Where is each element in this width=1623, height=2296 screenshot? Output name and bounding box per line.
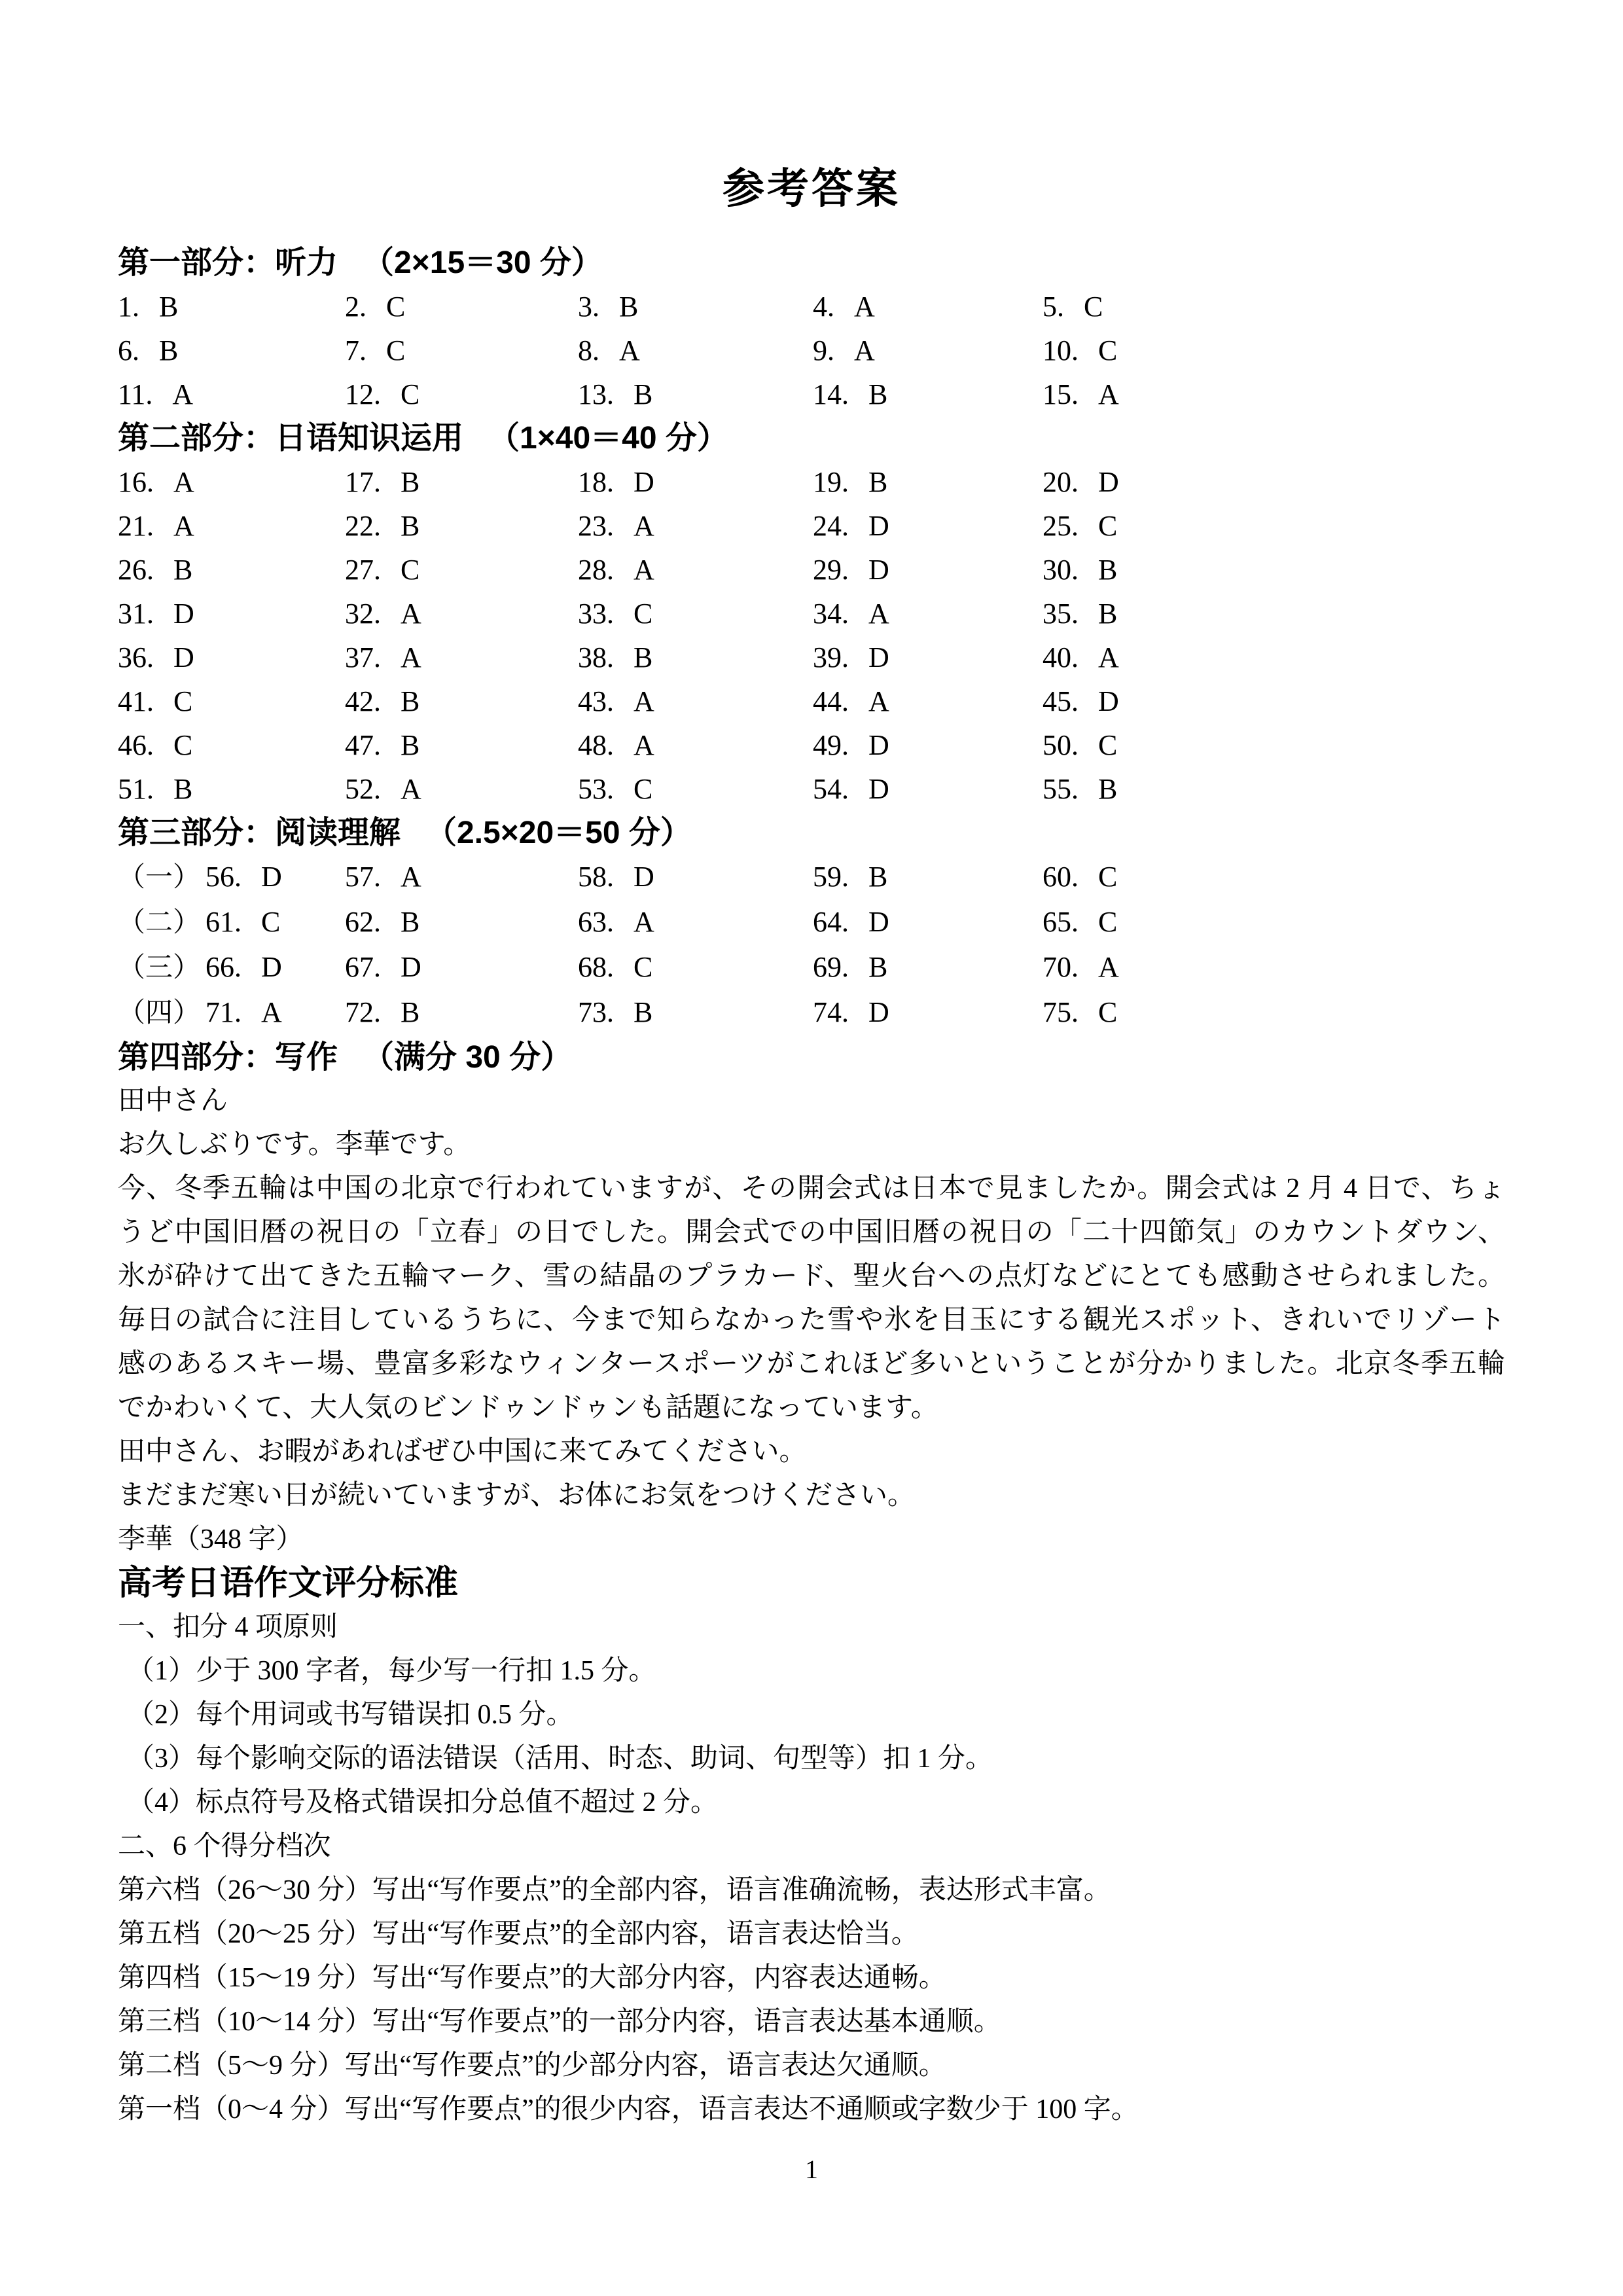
answer-letter: A (401, 861, 421, 893)
answer-letter: C (1098, 906, 1118, 938)
answer-letter: A (633, 554, 654, 586)
essay-line: まだまだ寒い日が続いていますが、お体にお気をつけください。 (118, 1480, 916, 1511)
answer-item (578, 679, 813, 723)
answer-item (1043, 679, 1505, 723)
answer-letter: D (261, 861, 282, 893)
answer-number: 33. (578, 598, 614, 630)
answer-item (118, 945, 345, 990)
answer-number: 16. (118, 466, 154, 498)
answer-item (813, 990, 1043, 1035)
answer-number: 30. (1043, 554, 1079, 586)
answer-number: 32. (345, 598, 381, 630)
answer-letter: A (173, 466, 194, 498)
answer-letter: B (868, 951, 888, 983)
essay (118, 1079, 1505, 1562)
answer-letter: B (1098, 773, 1118, 805)
answer-letter: A (261, 996, 282, 1028)
answer-item (578, 636, 813, 679)
answer-number: 17. (345, 466, 381, 498)
answer-number: 13. (578, 378, 614, 410)
answer-letter: B (173, 554, 193, 586)
part1-heading (118, 241, 1505, 285)
answer-number: 9. (813, 334, 834, 367)
answer-number: 54. (813, 773, 849, 805)
answer-number: 50. (1043, 729, 1079, 761)
part4-heading-text: 第四部分：写作 (118, 1040, 338, 1075)
answer-item (578, 285, 813, 329)
answer-item (1043, 945, 1505, 990)
answer-letter: C (1098, 334, 1118, 367)
answer-item (345, 460, 578, 504)
answer-number: 4. (813, 291, 834, 323)
answer-letter: C (261, 906, 281, 938)
answer-letter: A (633, 510, 654, 542)
answer-letter: D (633, 861, 654, 893)
answer-letter: B (633, 641, 653, 673)
answer-letter: A (633, 685, 654, 717)
answer-number: 26. (118, 554, 154, 586)
answer-item (118, 329, 345, 372)
answer-letter: D (868, 641, 889, 673)
answer-letter: A (1098, 951, 1119, 983)
answer-item (813, 504, 1043, 548)
answer-number: 15. (1043, 378, 1079, 410)
answer-letter: B (619, 291, 639, 323)
answer-letter: B (1098, 598, 1118, 630)
answer-item (578, 767, 813, 811)
part2-answer-grid (118, 460, 1505, 811)
answer-item (813, 767, 1043, 811)
answer-number: 27. (345, 554, 381, 586)
part4-score-note: （满分 30 分） (363, 1040, 573, 1075)
answer-item (118, 767, 345, 811)
answer-number: 43. (578, 685, 614, 717)
answer-item (578, 945, 813, 990)
answer-letter: A (401, 598, 421, 630)
answer-number: 74. (813, 996, 849, 1028)
answer-item (345, 900, 578, 945)
answer-letter: A (868, 685, 889, 717)
part1-heading-text: 第一部分：听力 (118, 245, 338, 280)
answer-letter: D (868, 773, 889, 805)
answer-letter: D (868, 729, 889, 761)
answer-number: 57. (345, 861, 381, 893)
page-title: 参考答案 (722, 165, 901, 212)
deduction-rule: （3）每个影响交际的语法错误（活用、时态、助词、句型等）扣 1 分。 (127, 1744, 993, 1774)
answer-number: 38. (578, 641, 614, 673)
answer-item (578, 592, 813, 636)
answer-letter: B (159, 291, 179, 323)
answer-number: 11. (118, 378, 153, 410)
part3-heading-text: 第三部分：阅读理解 (118, 816, 401, 850)
score-tier: 第五档（20～25 分）写出“写作要点”的全部内容，语言表达恰当。 (118, 1919, 919, 1949)
answer-number: 67. (345, 951, 381, 983)
group-prefix: （四） (118, 998, 201, 1028)
part2-heading-text: 第二部分：日语知识运用 (118, 421, 464, 456)
answer-item (118, 855, 345, 900)
answer-letter: C (1098, 729, 1118, 761)
answer-number: 34. (813, 598, 849, 630)
answer-item (345, 990, 578, 1035)
answer-item (1043, 548, 1505, 592)
part2-heading (118, 416, 1505, 460)
answer-letter: B (868, 861, 888, 893)
answer-letter: A (854, 334, 875, 367)
answer-letter: B (868, 466, 888, 498)
answer-number: 40. (1043, 641, 1079, 673)
essay-line: 李華（348 字） (118, 1524, 304, 1554)
answer-item (813, 855, 1043, 900)
answer-item (118, 504, 345, 548)
answer-letter: C (633, 951, 653, 983)
answer-letter: C (633, 598, 653, 630)
answer-number: 73. (578, 996, 614, 1028)
answer-item (345, 855, 578, 900)
answer-number: 21. (118, 510, 154, 542)
answer-item (578, 548, 813, 592)
answer-letter: B (401, 685, 420, 717)
answer-number: 12. (345, 378, 381, 410)
answer-item (578, 723, 813, 767)
answer-item (345, 723, 578, 767)
answer-letter: D (868, 906, 889, 938)
essay-line: 田中さん、お暇があればぜひ中国に来てみてください。 (118, 1437, 807, 1467)
answer-letter: D (1098, 685, 1119, 717)
answer-item (118, 460, 345, 504)
essay-line: うど中国旧暦の祝日の「立春」の日でした。開会式での中国旧暦の祝日の「二十四節気」のカウントダウン、 (118, 1217, 1505, 1247)
answer-letter: D (868, 510, 889, 542)
answer-item (813, 592, 1043, 636)
answer-item (578, 990, 813, 1035)
answer-number: 47. (345, 729, 381, 761)
answer-number: 20. (1043, 466, 1079, 498)
answer-number: 49. (813, 729, 849, 761)
answer-number: 19. (813, 466, 849, 498)
group-prefix: （二） (118, 908, 201, 938)
answer-number: 46. (118, 729, 154, 761)
answer-number: 23. (578, 510, 614, 542)
answer-letter: A (619, 334, 640, 367)
answer-letter: B (401, 906, 420, 938)
answer-number: 70. (1043, 951, 1079, 983)
answer-letter: D (401, 951, 421, 983)
answer-letter: C (1098, 510, 1118, 542)
essay-line: 氷が砕けて出てきた五輪マーク、雪の結晶のプラカード、聖火台への点灯などにとても感動させられました。 (118, 1261, 1505, 1291)
answer-number: 37. (345, 641, 381, 673)
answer-number: 31. (118, 598, 154, 630)
answer-number: 22. (345, 510, 381, 542)
answer-number: 41. (118, 685, 154, 717)
answer-item (813, 285, 1043, 329)
answer-number: 51. (118, 773, 154, 805)
answer-number: 5. (1043, 291, 1064, 323)
answer-item (345, 372, 578, 416)
answer-item (118, 723, 345, 767)
answer-letter: C (173, 729, 193, 761)
answer-number: 35. (1043, 598, 1079, 630)
score-tier: 第六档（26～30 分）写出“写作要点”的全部内容，语言准确流畅，表达形式丰富。 (118, 1875, 1111, 1905)
answer-number: 24. (813, 510, 849, 542)
answer-letter: A (1098, 378, 1119, 410)
answer-letter: A (401, 641, 421, 673)
answer-item (345, 767, 578, 811)
answer-number: 59. (813, 861, 849, 893)
answer-number: 65. (1043, 906, 1079, 938)
answer-item (1043, 636, 1505, 679)
answer-number: 62. (345, 906, 381, 938)
answer-number: 7. (345, 334, 366, 367)
answer-letter: C (1084, 291, 1103, 323)
answer-number: 60. (1043, 861, 1079, 893)
answer-item (1043, 592, 1505, 636)
answer-letter: B (868, 378, 888, 410)
answer-item (118, 285, 345, 329)
answer-letter: C (1098, 861, 1118, 893)
answer-number: 39. (813, 641, 849, 673)
answer-item (118, 548, 345, 592)
answer-item (345, 329, 578, 372)
answer-item (118, 990, 345, 1035)
answer-letter: A (868, 598, 889, 630)
essay-line: 今、冬季五輪は中国の北京で行われていますが、その開会式は日本で見ましたか。開会式は 2 月 4 日で、ちょ (118, 1174, 1505, 1204)
answer-item (1043, 900, 1505, 945)
answer-number: 55. (1043, 773, 1079, 805)
deduction-rule: （2）每个用词或书写错误扣 0.5 分。 (127, 1700, 574, 1730)
score-tier: 第二档（5～9 分）写出“写作要点”的少部分内容，语言表达欠通顺。 (118, 2051, 946, 2081)
answer-letter: B (633, 378, 653, 410)
answer-number: 3. (578, 291, 599, 323)
answer-item (578, 504, 813, 548)
answer-number: 6. (118, 334, 139, 367)
answer-letter: B (401, 729, 420, 761)
answer-item (813, 636, 1043, 679)
part2-score-note: （1×40＝40 分） (488, 421, 728, 456)
answer-item (813, 679, 1043, 723)
essay-line: でかわいくて、大人気のビンドゥンドゥンも話題になっています。 (118, 1393, 938, 1423)
answer-letter: A (1098, 641, 1119, 673)
answer-number: 29. (813, 554, 849, 586)
part3-answer-grid (118, 855, 1505, 1035)
part3-score-note: （2.5×20＝50 分） (425, 816, 692, 850)
answer-number: 75. (1043, 996, 1079, 1028)
answer-letter: D (173, 598, 194, 630)
answer-item (1043, 460, 1505, 504)
group-prefix: （一） (118, 863, 201, 893)
answer-letter: A (173, 510, 194, 542)
answer-item (118, 372, 345, 416)
answer-number: 58. (578, 861, 614, 893)
answer-number: 1. (118, 291, 139, 323)
answer-letter: C (401, 554, 420, 586)
answer-number: 72. (345, 996, 381, 1028)
score-tier: 第一档（0～4 分）写出“写作要点”的很少内容，语言表达不通顺或字数少于 100 字。 (118, 2094, 1139, 2125)
answer-item (118, 679, 345, 723)
answer-item (345, 636, 578, 679)
answer-item (1043, 767, 1505, 811)
answer-letter: C (386, 334, 406, 367)
answer-number: 56. (205, 861, 242, 893)
rubric-heading: 高考日语作文评分标准 (118, 1564, 459, 1602)
answer-item (578, 460, 813, 504)
answer-number: 8. (578, 334, 599, 367)
answer-item (578, 372, 813, 416)
answer-item (1043, 504, 1505, 548)
answer-letter: C (401, 378, 420, 410)
essay-line: 田中さん (118, 1086, 228, 1116)
answer-item (813, 460, 1043, 504)
group-prefix: （三） (118, 953, 201, 983)
answer-letter: A (172, 378, 194, 410)
answer-number: 69. (813, 951, 849, 983)
answer-letter: B (401, 996, 420, 1028)
answer-item (345, 679, 578, 723)
answer-item (1043, 990, 1505, 1035)
answer-number: 28. (578, 554, 614, 586)
answer-item (578, 329, 813, 372)
answer-number: 71. (205, 996, 242, 1028)
answer-item (1043, 855, 1505, 900)
answer-number: 18. (578, 466, 614, 498)
answer-item (813, 548, 1043, 592)
part1-score-note: （2×15＝30 分） (363, 245, 603, 280)
answer-letter: B (173, 773, 193, 805)
answer-number: 36. (118, 641, 154, 673)
score-tier: 第四档（15～19 分）写出“写作要点”的大部分内容，内容表达通畅。 (118, 1963, 946, 1993)
answer-letter: D (1098, 466, 1119, 498)
essay-line: 感のあるスキー場、豊富多彩なウィンタースポーツがこれほど多いということが分かりました。北京冬季五輪 (118, 1349, 1505, 1379)
answer-item (345, 285, 578, 329)
answer-number: 52. (345, 773, 381, 805)
answer-item (813, 329, 1043, 372)
answer-item (345, 592, 578, 636)
score-tiers-title: 二、6 个得分档次 (118, 1831, 331, 1861)
deduction-rule: （1）少于 300 字者，每少写一行扣 1.5 分。 (127, 1656, 656, 1686)
answer-item (118, 900, 345, 945)
answer-item (578, 900, 813, 945)
answer-number: 42. (345, 685, 381, 717)
answer-letter: C (173, 685, 193, 717)
deduction-rules-title: 一、扣分 4 项原则 (118, 1612, 338, 1642)
answer-letter: B (401, 466, 420, 498)
answer-item (118, 636, 345, 679)
score-tier: 第三档（10～14 分）写出“写作要点”的一部分内容，语言表达基本通顺。 (118, 2007, 1001, 2037)
answer-letter: C (633, 773, 653, 805)
answer-number: 63. (578, 906, 614, 938)
answer-number: 45. (1043, 685, 1079, 717)
answer-letter: A (401, 773, 421, 805)
answer-item (813, 723, 1043, 767)
answer-number: 64. (813, 906, 849, 938)
answer-item (1043, 285, 1505, 329)
answer-item (813, 372, 1043, 416)
answer-number: 61. (205, 906, 242, 938)
answer-number: 14. (813, 378, 849, 410)
answer-letter: A (854, 291, 875, 323)
deduction-rule: （4）标点符号及格式错误扣分总值不超过 2 分。 (127, 1787, 719, 1818)
answer-letter: D (868, 996, 889, 1028)
answer-item (578, 855, 813, 900)
answer-letter: D (868, 554, 889, 586)
answer-letter: B (401, 510, 420, 542)
answer-item (1043, 723, 1505, 767)
essay-line: お久しぶりです。李華です。 (118, 1130, 471, 1160)
part3-heading (118, 811, 1505, 855)
answer-item (813, 900, 1043, 945)
answer-item (1043, 372, 1505, 416)
answer-letter: B (1098, 554, 1118, 586)
answer-item (1043, 329, 1505, 372)
part1-answer-grid (118, 285, 1505, 416)
part4-heading (118, 1035, 1505, 1079)
answer-number: 66. (205, 951, 242, 983)
essay-line: 毎日の試合に注目しているうちに、今まで知らなかった雪や氷を目玉にする観光スポット、きれいでリゾート (118, 1305, 1505, 1335)
answer-item (813, 945, 1043, 990)
answer-number: 25. (1043, 510, 1079, 542)
answer-item (345, 548, 578, 592)
answer-letter: A (633, 729, 654, 761)
answer-item (345, 945, 578, 990)
answer-letter: B (633, 996, 653, 1028)
answer-number: 44. (813, 685, 849, 717)
answer-letter: C (1098, 996, 1118, 1028)
answer-letter: D (633, 466, 654, 498)
answer-item (118, 592, 345, 636)
answer-number: 68. (578, 951, 614, 983)
answer-letter: D (261, 951, 282, 983)
answer-letter: B (159, 334, 179, 367)
answer-letter: A (633, 906, 654, 938)
answer-number: 53. (578, 773, 614, 805)
answer-number: 10. (1043, 334, 1079, 367)
answer-number: 48. (578, 729, 614, 761)
page-number: 1 (805, 2155, 818, 2184)
answer-letter: C (386, 291, 406, 323)
answer-number: 2. (345, 291, 366, 323)
answer-item (345, 504, 578, 548)
answer-letter: D (173, 641, 194, 673)
